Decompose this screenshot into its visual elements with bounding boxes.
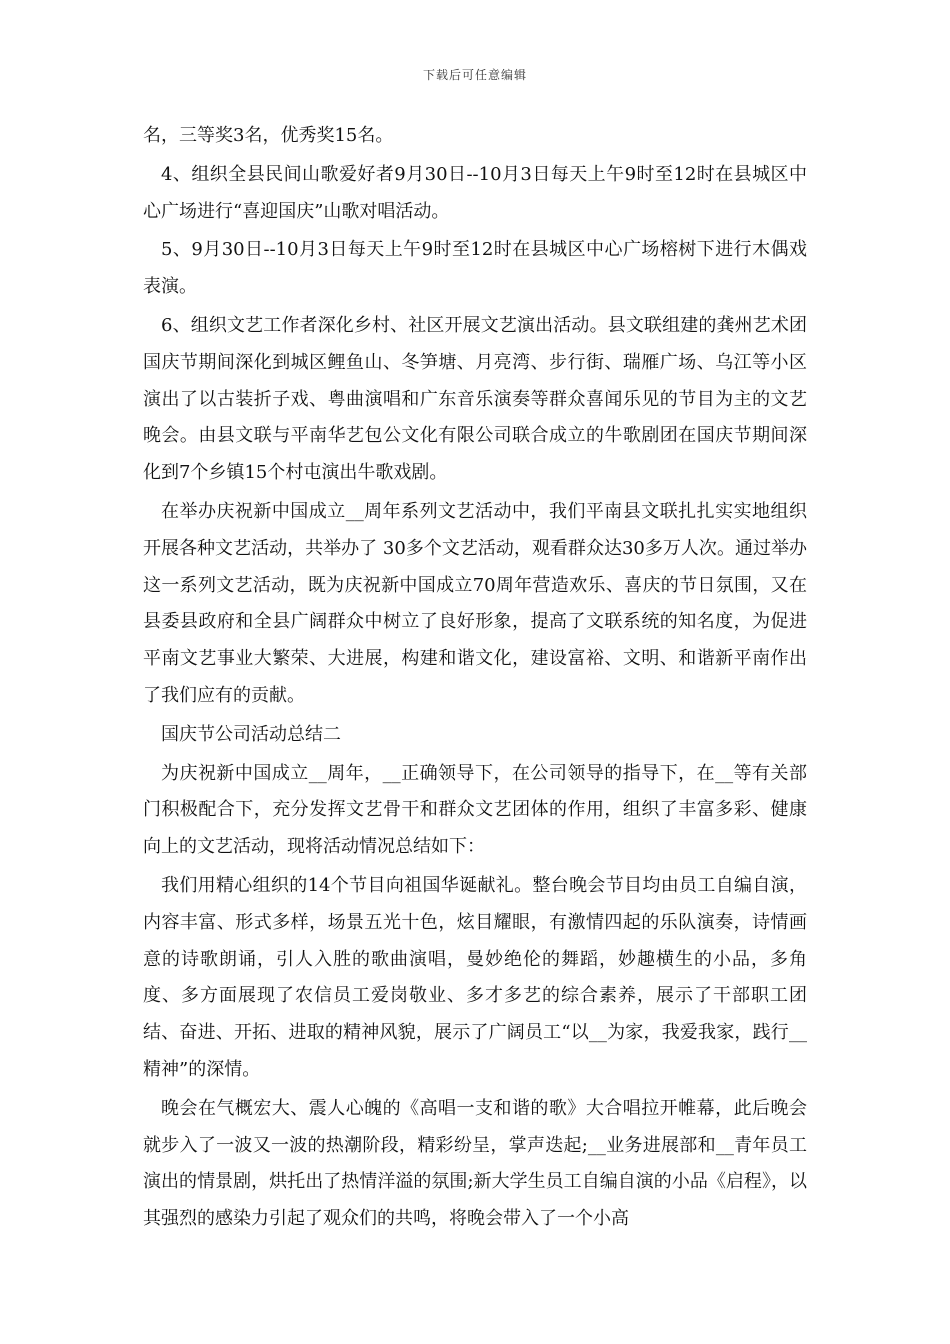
paragraph-8: 晚会在气概宏大、震人心魄的《高唱一支和谐的歌》大合唱拉开帷幕，此后晚会就步入了一波又一波的热潮阶段，精彩纷呈，掌声迭起;__业务进展部和__青年员工演出的情景剧，烘托出了热情洋溢的氛围;新大学生员工自编自演的小品《启程》，以其强烈的感染力引起了观众们的共鸣，将晚会带入了一个小高 xyxy=(143,1097,807,1230)
paragraph-2: 4、组织全县民间山歌爱好者9月30日--10月3日每天上午9时至12时在县城区中心广场进行“喜迎国庆”山歌对唱活动。 xyxy=(143,163,807,222)
document-body xyxy=(143,118,807,1238)
paragraph-7: 我们用精心组织的14个节目向祖国华诞献礼。整台晚会节目均由员工自编自演，内容丰富、形式多样，场景五光十色，炫目耀眼，有激情四起的乐队演奏，诗情画意的诗歌朗诵，引人入胜的歌曲演唱，曼妙绝伦的舞蹈，妙趣横生的小品，多角度、多方面展现了农信员工爱岗敬业、多才多艺的综合素养，展示了干部职工团结、奋进、开拓、进取的精神风貌，展示了广阔员工“以__为家，我爱我家，践行__精神”的深情。 xyxy=(143,874,807,1080)
paragraph-6: 为庆祝新中国成立__周年，__正确领导下，在公司领导的指导下，在__等有关部门积极配合下，充分发挥文艺骨干和群众文艺团体的作用，组织了丰富多彩、健康向上的文艺活动，现将活动情况总结如下： xyxy=(143,762,807,858)
page-header-note: 下载后可任意编辑 xyxy=(422,68,527,82)
paragraph-4: 6、组织文艺工作者深化乡村、社区开展文艺演出活动。县文联组建的龚州艺术团国庆节期间深化到城区鲤鱼山、冬笋塘、月亮湾、步行街、瑞雁广场、乌江等小区演出了以古装折子戏、粤曲演唱和广东音乐演奏等群众喜闻乐见的节目为主的文艺晚会。由县文联与平南华艺包公文化有限公司联合成立的牛歌剧团在国庆节期间深化到7个乡镇15个村屯演出牛歌戏剧。 xyxy=(143,314,807,484)
paragraph-5: 在举办庆祝新中国成立__周年系列文艺活动中，我们平南县文联扎扎实实地组织开展各种文艺活动，共举办了 30多个文艺活动，观看群众达30多万人次。通过举办这一系列文艺活动，既为庆祝新中国成立70周年营造欢乐、喜庆的节日氛围，又在县委县政府和全县广阔群众中树立了良好形象，提高了文联系统的知名度，为促进平南文艺事业大繁荣、大进展，构建和谐文化，建设富裕、文明、和谐新平南作出了我们应有的贡献。 xyxy=(143,500,807,706)
section-heading: 国庆节公司活动总结二 xyxy=(161,723,341,745)
paragraph-1: 名，三等奖3名，优秀奖15名。 xyxy=(143,125,394,146)
paragraph-3: 5、9月30日--10月3日每天上午9时至12时在县城区中心广场榕树下进行木偶戏表演。 xyxy=(143,239,807,298)
